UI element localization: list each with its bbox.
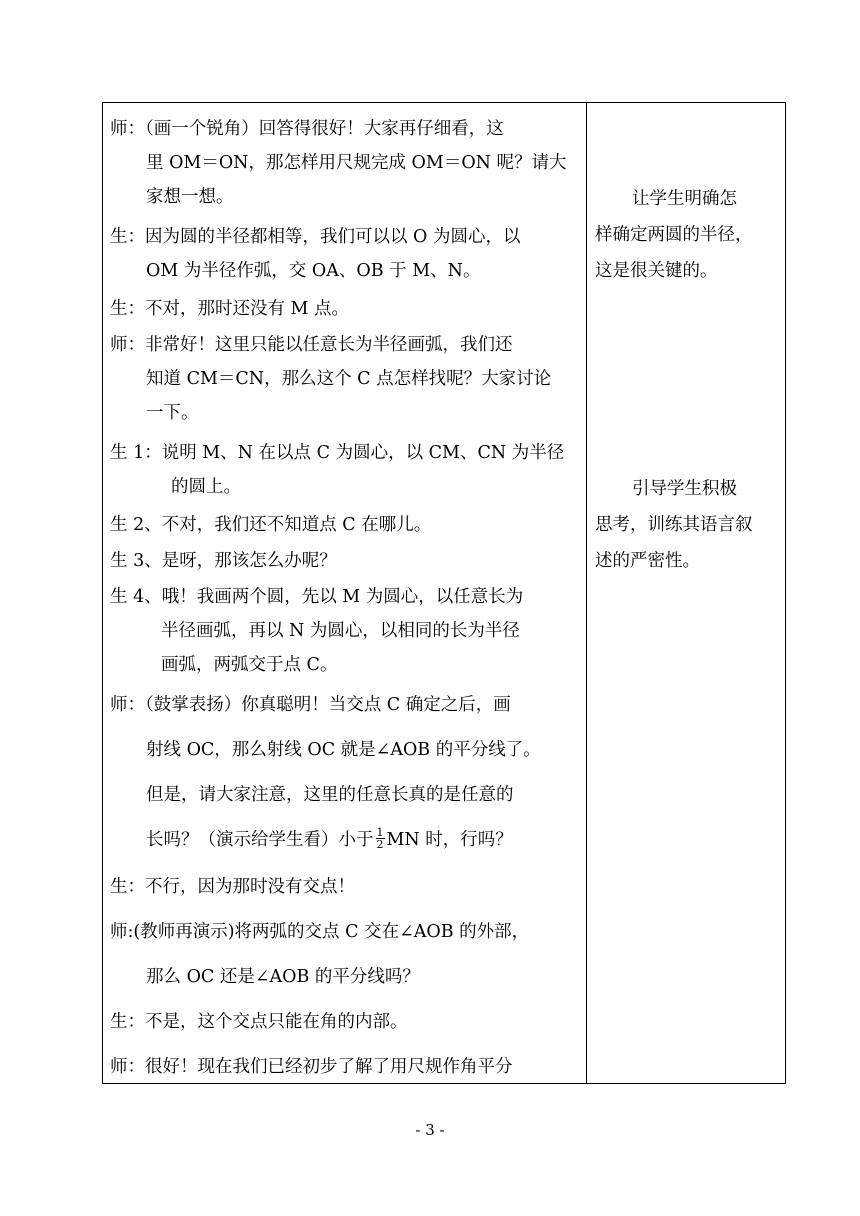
dialogue-line: 知道 CM＝CN，那么这个 C 点怎样找呢？大家讨论 [146,369,552,389]
page-number: - 3 - [415,1121,445,1139]
dialogue-text: MN 时，行吗？ [386,830,513,850]
dialogue-line: 一下。 [146,403,199,423]
design-note-line: 思考，训练其语言叙 [595,515,753,535]
fraction [376,827,385,850]
dialogue-line [146,826,513,852]
dialogue-line: 生：不对，那时还没有 M 点。 [110,299,350,319]
dialogue-line: 生：因为圆的半径都相等，我们可以以 O 为圆心，以 [110,227,521,247]
dialogue-line: 生 1：说明 M、N 在以点 C 为圆心，以 CM、CN 为半径 [110,443,565,463]
dialogue-line: 生：不行，因为那时没有交点！ [110,877,355,897]
fraction-denominator: 2 [376,838,384,851]
design-note-line: 样确定两圆的半径， [595,225,753,245]
dialogue-line: 半径画弧，再以 N 为圆心，以相同的长为半径 [161,621,520,641]
dialogue-line: 那么 OC 还是∠AOB 的平分线吗？ [146,967,420,987]
design-note-line: 这是很关键的。 [595,261,718,281]
fraction-numerator: 1 [376,826,384,839]
dialogue-line: 里 OM＝ON，那怎样用尺规完成 OM＝ON 呢？请大 [146,153,567,173]
dialogue-line: 的圆上。 [171,477,241,497]
dialogue-line: 生 2、不对，我们还不知道点 C 在哪儿。 [110,515,432,535]
design-note-line: 引导学生积极 [632,479,737,499]
dialogue-line: 师：非常好！这里只能以任意长为半径画弧，我们还 [110,335,513,355]
dialogue-line: 生 3、是呀，那该怎么办呢？ [110,551,337,571]
dialogue-line: 射线 OC，那么射线 OC 就是∠AOB 的平分线了。 [146,740,541,760]
dialogue-line: 家想一想。 [146,187,234,207]
dialogue-line: 师：（画一个锐角）回答得很好！大家再仔细看，这 [110,119,504,139]
dialogue-line: 生 4、哦！我画两个圆，先以 M 为圆心，以任意长为 [110,587,524,607]
dialogue-line: 师:(教师再演示)将两弧的交点 C 交在∠AOB 的外部， [110,922,530,942]
dialogue-line: 生：不是，这个交点只能在角的内部。 [110,1012,408,1032]
dialogue-line: OM 为半径作弧，交 OA、OB 于 M、N。 [146,261,481,281]
dialogue-line: 师：（鼓掌表扬）你真聪明！当交点 C 确定之后，画 [110,695,511,715]
column-divider [586,103,587,1083]
lesson-table [102,102,786,1084]
dialogue-text: 长吗？（演示给学生看）小于 [146,830,374,850]
dialogue-line: 师：很好！现在我们已经初步了解了用尺规作角平分 [110,1057,513,1077]
dialogue-line: 画弧，两弧交于点 C。 [161,655,338,675]
dialogue-line: 但是，请大家注意，这里的任意长真的是任意的 [146,785,514,805]
design-note-line: 述的严密性。 [595,551,700,571]
design-note-line: 让学生明确怎 [632,189,737,209]
